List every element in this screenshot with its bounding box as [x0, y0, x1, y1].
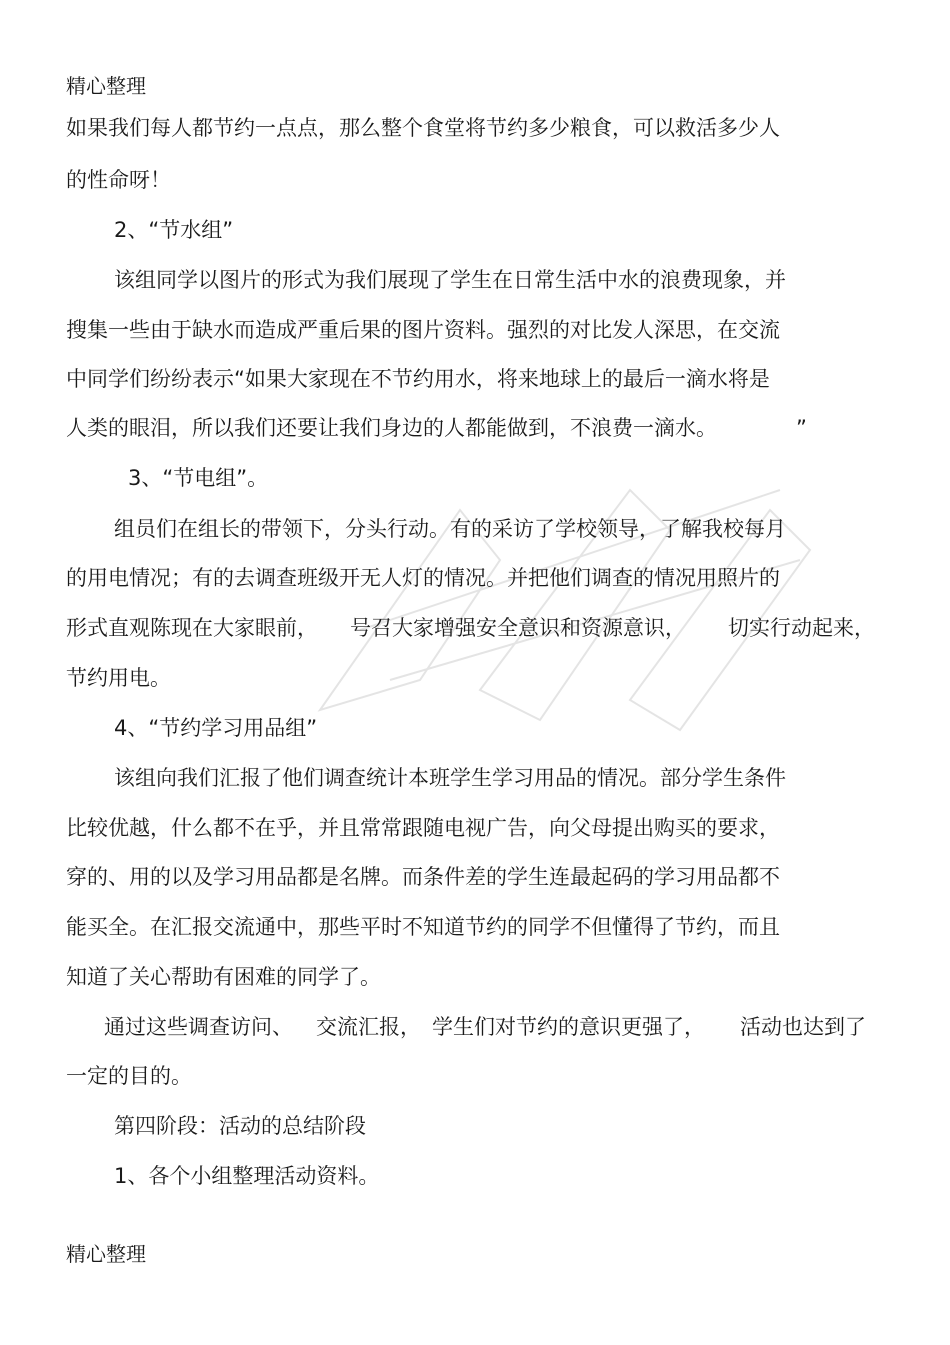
text-line: 能买全。在汇报交流通中，那些平时不知道节约的同学不但懂得了节约，而且	[66, 915, 780, 939]
text-line: 比较优越，什么都不在乎，并且常常跟随电视广告，向父母提出购买的要求，	[66, 816, 780, 840]
section-heading: 3、“节电组”。	[128, 466, 269, 490]
text-line: 形式直观陈现在大家眼前，	[66, 616, 318, 640]
text-line: 如果我们每人都节约一点点，那么整个食堂将节约多少粮食，可以救活多少人	[66, 116, 780, 140]
text-line: 组员们在组长的带领下，分头行动。有的采访了学校领导，了解我校每月	[114, 517, 786, 541]
page-header: 精心整理	[66, 74, 146, 98]
section-heading: 4、“节约学习用品组”	[114, 716, 318, 740]
text-line: 穿的、用的以及学习用品都是名牌。而条件差的学生连最起码的学习用品都不	[66, 865, 780, 889]
text-line: 知道了关心帮助有困难的同学了。	[66, 965, 381, 989]
text-line: 的用电情况；有的去调查班级开无人灯的情况。并把他们调查的情况用照片的	[66, 566, 780, 590]
text-line: 通过这些调查访问、	[104, 1015, 293, 1039]
text-line: 人类的眼泪，所以我们还要让我们身边的人都能做到，不浪费一滴水。	[66, 416, 717, 440]
text-line: 中同学们纷纷表示“如果大家现在不节约用水，将来地球上的最后一滴水将是	[66, 367, 770, 391]
text-line: 号召大家增强安全意识和资源意识，	[350, 616, 686, 640]
text-line: 交流汇报，	[316, 1015, 421, 1039]
text-line: 学生们对节约的意识更强了，	[432, 1015, 705, 1039]
watermark-graphic	[300, 450, 820, 750]
text-line: 一定的目的。	[66, 1064, 192, 1088]
text-line: 该组向我们汇报了他们调查统计本班学生学习用品的情况。部分学生条件	[114, 766, 786, 790]
section-heading: 第四阶段：活动的总结阶段	[114, 1114, 366, 1138]
text-line: 的性命呀！	[66, 168, 171, 192]
text-line: 搜集一些由于缺水而造成严重后果的图片资料。强烈的对比发人深思，在交流	[66, 318, 780, 342]
page-footer: 精心整理	[66, 1242, 146, 1266]
text-line: 切实行动起来，	[728, 616, 875, 640]
text-line: 活动也达到了	[740, 1015, 866, 1039]
text-line: 1、各个小组整理活动资料。	[114, 1164, 380, 1188]
text-line: 节约用电。	[66, 666, 171, 690]
section-heading: 2、“节水组”	[114, 218, 234, 242]
text-line: 该组同学以图片的形式为我们展现了学生在日常生活中水的浪费现象，并	[114, 268, 786, 292]
closing-quote: ”	[796, 416, 807, 440]
